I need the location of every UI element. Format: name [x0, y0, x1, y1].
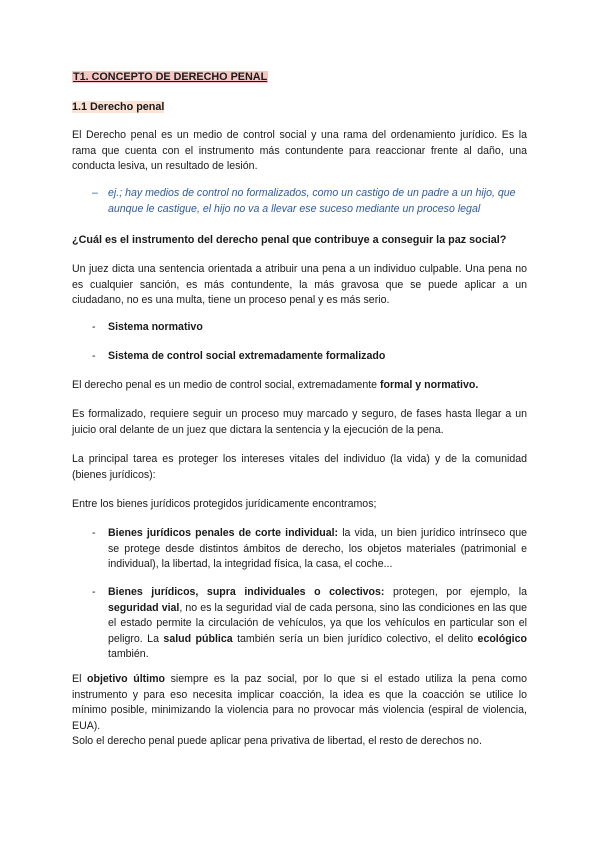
list-item	[92, 349, 527, 365]
section-heading: 1.1 Derecho penal	[72, 101, 165, 113]
question-heading: ¿Cuál es el instrumento del derecho penal que contribuye a conseguir la paz social?	[72, 234, 507, 246]
example-note	[92, 186, 527, 217]
dash-marker: –	[92, 187, 98, 199]
dash-marker: -	[92, 321, 96, 333]
list-item	[92, 320, 527, 336]
dash-marker: -	[92, 527, 96, 539]
intro-paragraph: El Derecho penal es un medio de control social y una rama del ordenamiento jurídico. Es la rama que cuenta con el instrumento más contundente para reaccionar frente al daño, una conducta lesiva, un resultado de lesión.	[72, 129, 527, 173]
list-item	[92, 585, 527, 663]
dash-marker: -	[92, 586, 96, 598]
closing-paragraph: Solo el derecho penal puede aplicar pena privativa de libertad, el resto de derechos no.	[72, 735, 482, 747]
goods-intro: Entre los bienes jurídicos protegidos jurídicamente encontramos;	[72, 498, 377, 510]
system-formalized: Sistema de control social extremadamente formalizado	[108, 350, 386, 362]
definition-paragraph: El derecho penal es un medio de control social, extremadamente formal y normativo.	[72, 379, 479, 391]
answer-paragraph: Un juez dicta una sentencia orientada a atribuir una pena a un individuo culpable. Una pena no es cualquier sanción, es más contundente, la más gravosa que se puede aplicar a un ciudadano, no es una multa, tiene un proceso penal y es más serio.	[72, 263, 527, 307]
collective-goods-text: Bienes jurídicos, supra individuales o colectivos: protegen, por ejemplo, la seguridad vial, no es la seguridad vial de cada persona, sino las condiciones en las que el estado permite la circulación de vehículos, ya que los vehículos en particular son el peligro. La salud pública también sería un bien jurídico colectivo, el delito ecológico también.	[108, 586, 527, 661]
task-paragraph: La principal tarea es proteger los intereses vitales del individuo (la vida) y de la comunidad (bienes jurídicos):	[72, 453, 527, 481]
objective-paragraph: El objetivo último siempre es la paz social, por lo que si el estado utiliza la pena como instrumento y para eso necesita implicar coacción, la idea es que la coacción se utilice lo mínimo posible, minimizando la violencia para no provocar más violencia (espiral de violencia, EUA).	[72, 673, 527, 732]
individual-goods-text: Bienes jurídicos penales de corte individual: la vida, un bien jurídico intrínseco que se protege desde distintos ámbitos de derecho, los objetos materiales (patrimonial e individual), la libertad, la integridad física, la casa, el coche...	[108, 527, 527, 571]
dash-marker: -	[92, 350, 96, 362]
example-text: ej.; hay medios de control no formalizados, como un castigo de un padre a un hijo, que aunque le castigue, el hijo no va a llevar ese suceso mediante un proceso legal	[108, 187, 516, 215]
list-item	[92, 526, 527, 573]
document-title: T1. CONCEPTO DE DERECHO PENAL	[73, 71, 268, 83]
formalized-paragraph: Es formalizado, requiere seguir un proceso muy marcado y seguro, de fases hasta llegar a un juicio oral delante de un juez que dictara la sentencia y la ejecución de la pena.	[72, 408, 527, 436]
system-normative: Sistema normativo	[108, 321, 203, 333]
